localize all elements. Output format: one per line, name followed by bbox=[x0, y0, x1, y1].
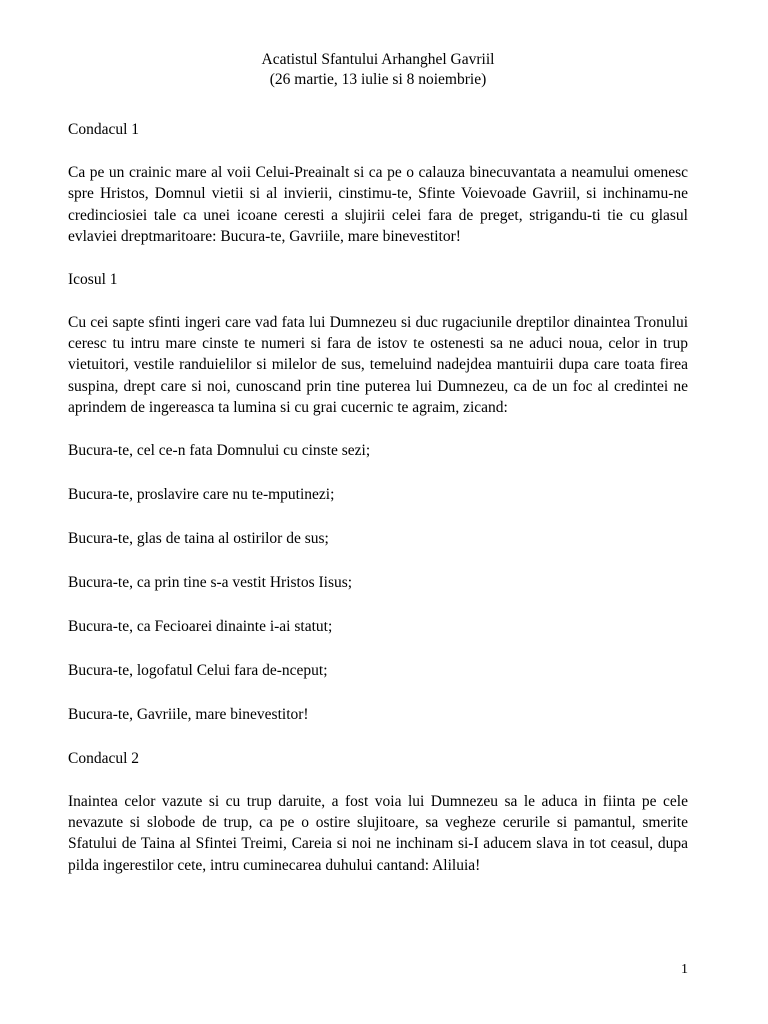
section-heading-condacul-1: Condacul 1 bbox=[68, 121, 140, 138]
document-subtitle: (26 martie, 13 iulie si 8 noiembrie) bbox=[269, 71, 487, 88]
title-block bbox=[68, 50, 688, 90]
document-page bbox=[68, 50, 688, 898]
salutation-line: Bucura-te, cel ce-n fata Domnului cu cinste sezi; bbox=[68, 441, 371, 459]
salutation-line: Bucura-te, Gavriile, mare binevestitor! bbox=[68, 705, 309, 723]
salutation-line: Bucura-te, ca prin tine s-a vestit Hristos Iisus; bbox=[68, 573, 353, 591]
salutation-line: Bucura-te, logofatul Celui fara de-nceput; bbox=[68, 661, 328, 679]
salutation-line: Bucura-te, glas de taina al ostirilor de sus; bbox=[68, 529, 329, 547]
section-heading-condacul-2: Condacul 2 bbox=[68, 749, 140, 767]
document-title: Acatistul Sfantului Arhanghel Gavriil bbox=[261, 51, 495, 68]
section-heading-icosul-1: Icosul 1 bbox=[68, 270, 118, 288]
section-text-icosul-1: Cu cei sapte sfinti ingeri care vad fata lui Dumnezeu si duc rugaciunile dreptilor dinaintea Tronului ceresc tu intru mare cinste te numeri si fara de istov te ostenesti sa ne aduci noua, celor in trup vietuitori, vestile randuielilor si milelor de sus, temeluind nadejdea mantuirii dupa care toata firea suspina, drept care si noi, cunoscand prin tine puterea lui Dumnezeu, ca de un foc al credintei ne aprindem de ingereasca ta lumina si cu grai cucernic te agraim, zicand: bbox=[68, 313, 688, 417]
section-text-condacul-2: Inaintea celor vazute si cu trup daruite, a fost voia lui Dumnezeu sa le aduca in fiinta pe cele nevazute si slobode de trup, ca pe o ostire slujitoare, sa vegheze cerurile si pamantul, smerite Sfatului de Taina al Sfintei Treimi, Careia si noi ne inchinam si-I aducem slava in tot ceasul, dupa pilda ingerestilor cete, intru cuminecarea duhului cantand: Aliluia! bbox=[68, 792, 688, 874]
salutation-line: Bucura-te, ca Fecioarei dinainte i-ai statut; bbox=[68, 617, 333, 635]
salutation-line: Bucura-te, proslavire care nu te-mputinezi; bbox=[68, 485, 335, 503]
section-text-condacul-1: Ca pe un crainic mare al voii Celui-Preainalt si ca pe o calauza binecuvantata a neamului omenesc spre Hristos, Domnul vietii si al invierii, cinstimu-te, Sfinte Voievoade Gavriil, si inchinamu-ne credinciosiei tale ca unei icoane ceresti a slujirii celei fara de preget, strigandu-ti tie cu glasul evlaviei dreptmaritoare: Bucura-te, Gavriile, mare binevestitor! bbox=[68, 164, 688, 246]
page-number: 1 bbox=[681, 962, 688, 977]
